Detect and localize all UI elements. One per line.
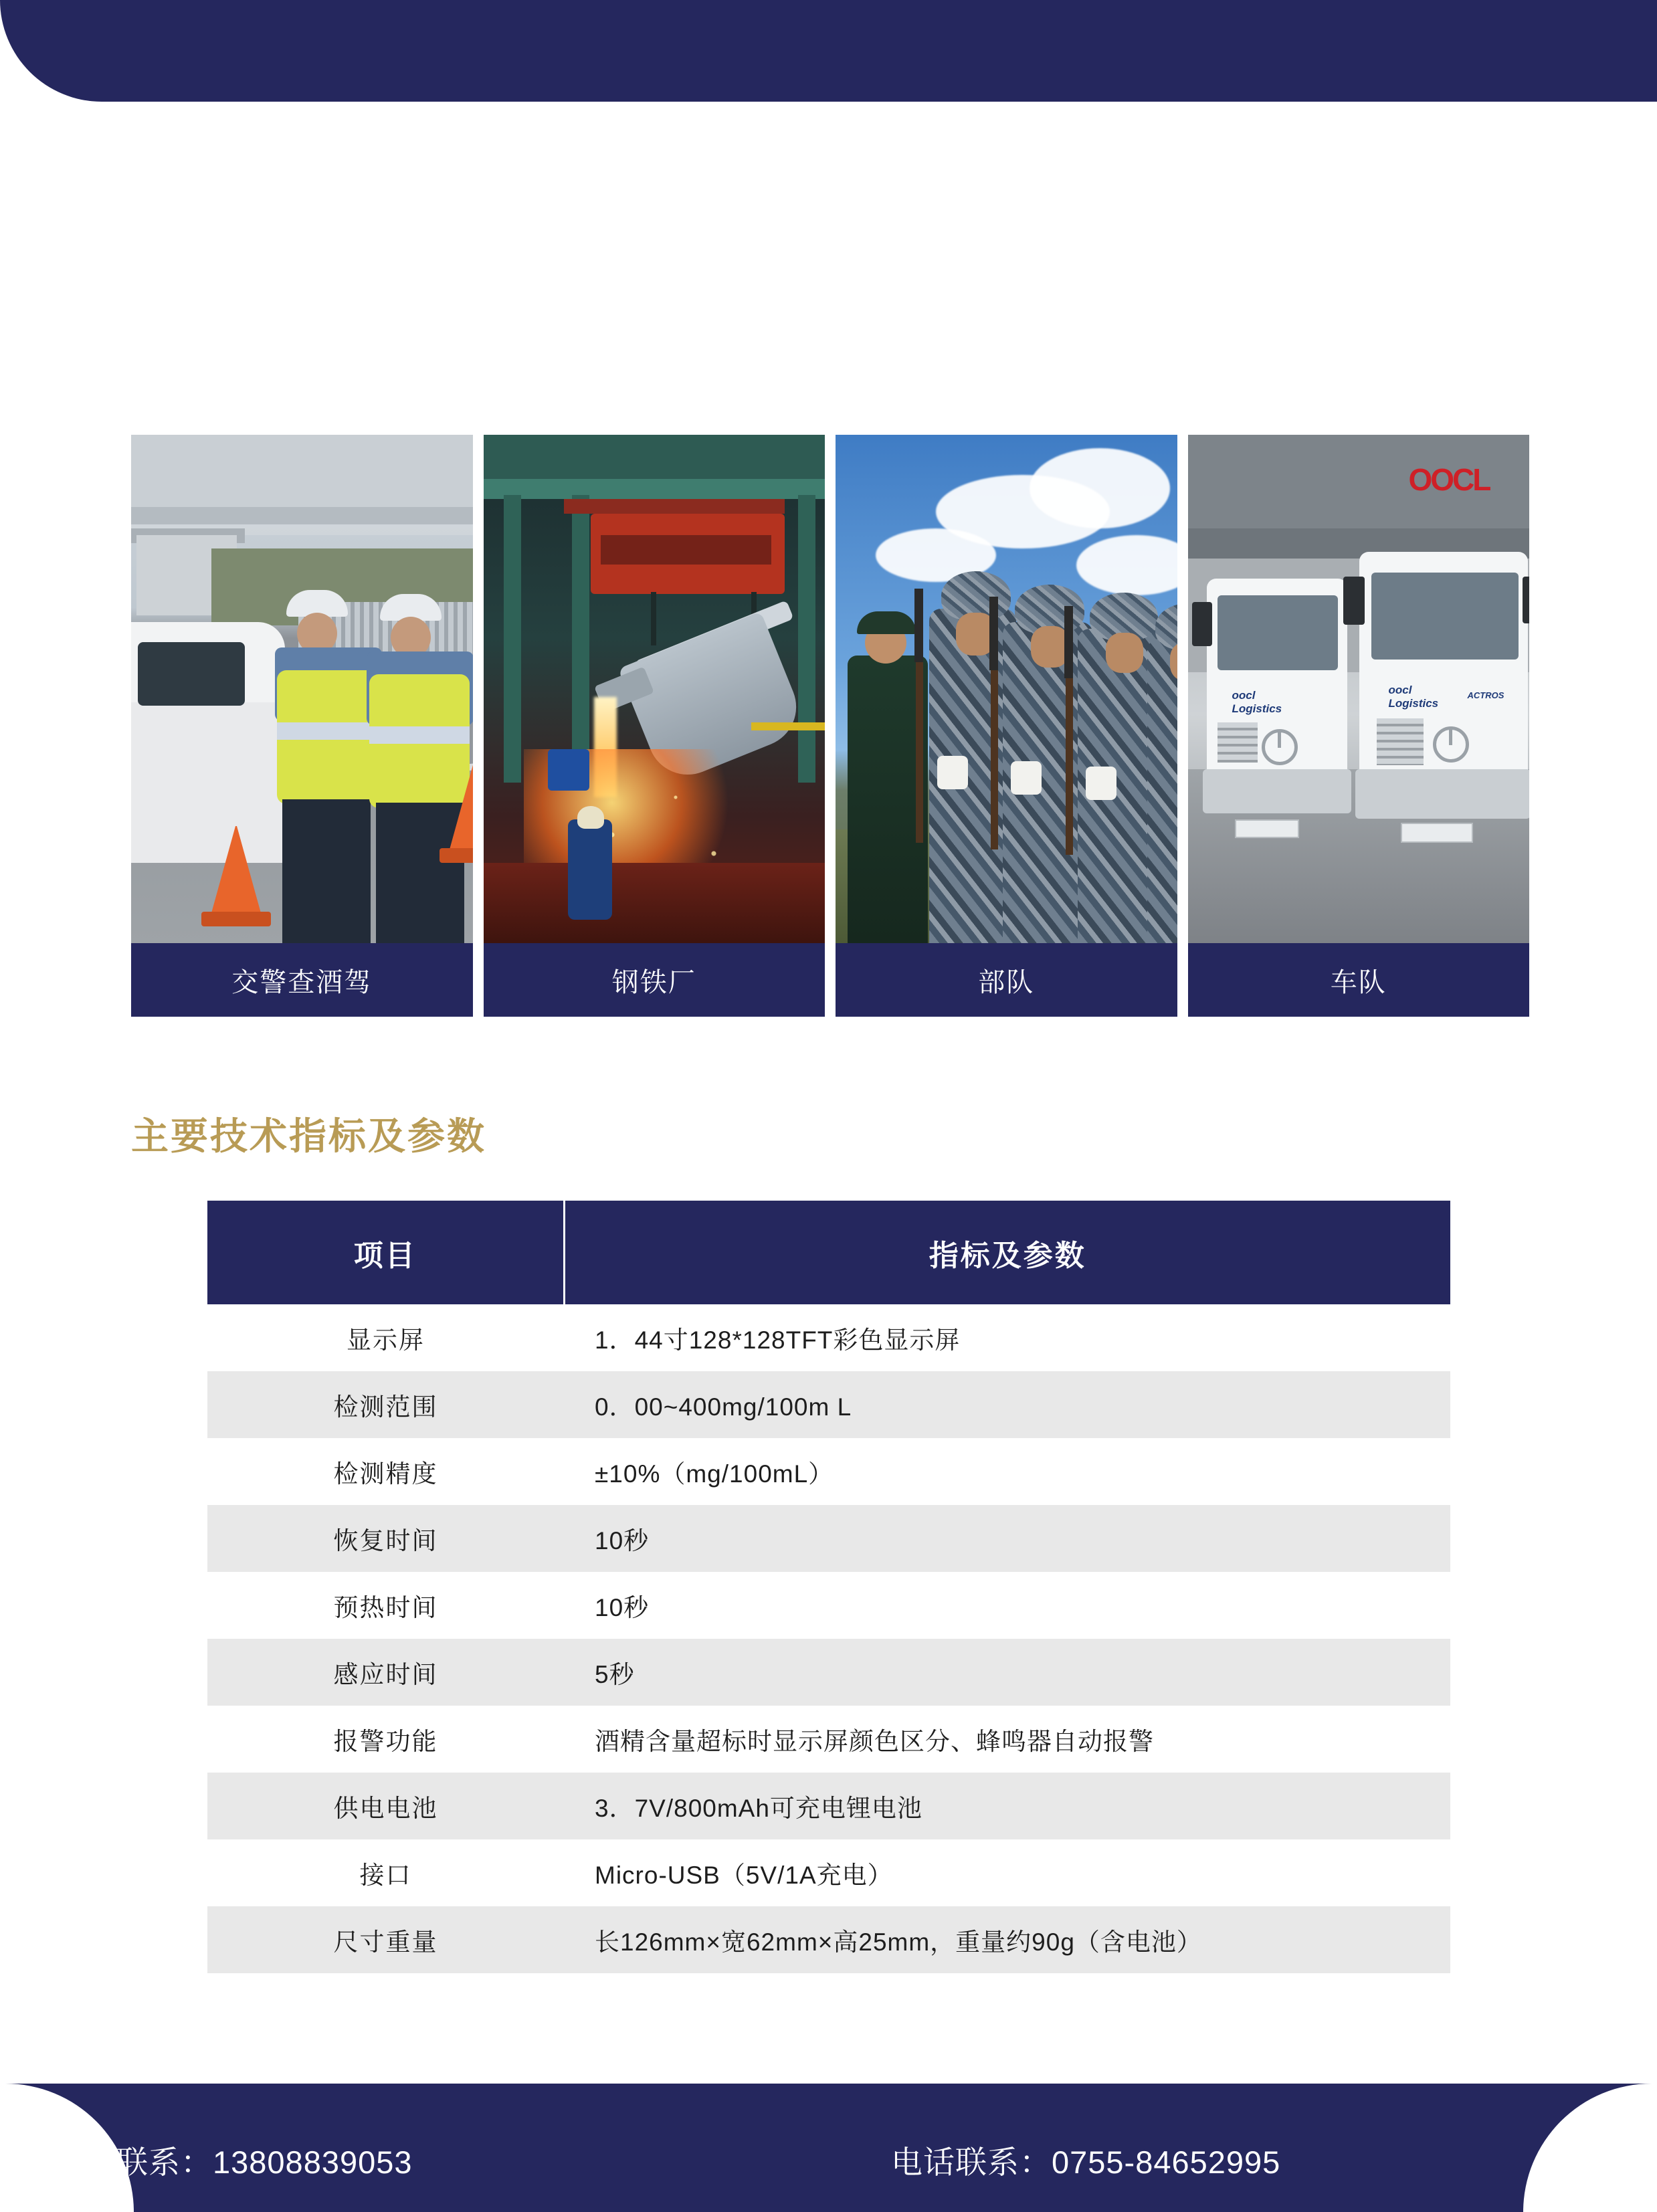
- table-row: [207, 1706, 1450, 1773]
- truck-brand-wordmark: OOCL: [1408, 462, 1490, 497]
- gallery-caption: 车队: [1330, 967, 1387, 997]
- spec-value: 0．00~400mg/100m L: [564, 1371, 1450, 1438]
- contact-phone: 电话联系：0755-84652995: [891, 2144, 1281, 2180]
- traffic-police-checking-drunk-driving-photo: [131, 435, 473, 943]
- spec-item: 供电电池: [207, 1773, 564, 1839]
- spec-item: 接口: [207, 1839, 564, 1906]
- spec-value: Micro-USB（5V/1A充电）: [564, 1839, 1450, 1906]
- spec-item: 显示屏: [207, 1304, 564, 1371]
- table-row: [207, 1773, 1450, 1839]
- table-row: [207, 1639, 1450, 1706]
- table-row: [207, 1572, 1450, 1639]
- truck-fleet-photo: OOCL oocl Logistics oocl Logistics ACTROS: [1188, 435, 1530, 943]
- gallery-card: [131, 435, 473, 1017]
- military-troops-photo: [836, 435, 1177, 943]
- gallery-card: [484, 435, 825, 1017]
- spec-item: 检测范围: [207, 1371, 564, 1438]
- spec-value: 10秒: [564, 1505, 1450, 1572]
- spec-value: 10秒: [564, 1572, 1450, 1639]
- spec-value: 3．7V/800mAh可充电锂电池: [564, 1773, 1450, 1839]
- spec-value: 长126mm×宽62mm×高25mm，重量约90g（含电池）: [564, 1906, 1450, 1973]
- spec-item: 预热时间: [207, 1572, 564, 1639]
- spec-item: 检测精度: [207, 1438, 564, 1505]
- spec-value: 酒精含量超标时显示屏颜色区分、蜂鸣器自动报警: [564, 1706, 1450, 1773]
- bottom-band-right-corner-cut: [1523, 2084, 1657, 2212]
- top-navy-band: [0, 0, 1657, 102]
- spec-value: ±10%（mg/100mL）: [564, 1438, 1450, 1505]
- table-row: [207, 1839, 1450, 1906]
- top-band-corner-cut: [0, 0, 154, 102]
- table-row: [207, 1304, 1450, 1371]
- table-row: [207, 1371, 1450, 1438]
- table-header-value: 指标及参数: [564, 1201, 1450, 1304]
- spec-value: 1．44寸128*128TFT彩色显示屏: [564, 1304, 1450, 1371]
- section-title: 主要技术指标及参数: [131, 1115, 486, 1157]
- spec-item: 感应时间: [207, 1639, 564, 1706]
- spec-value: 5秒: [564, 1639, 1450, 1706]
- table-header-row: [207, 1201, 1450, 1304]
- gallery-caption: 部队: [978, 967, 1035, 997]
- spec-item: 尺寸重量: [207, 1906, 564, 1973]
- gallery-card: [1188, 435, 1530, 1017]
- gallery-caption: 交警查酒驾: [231, 967, 373, 997]
- table-row: [207, 1438, 1450, 1505]
- steel-plant-photo: [484, 435, 825, 943]
- table-row: [207, 1505, 1450, 1572]
- gallery-card: [836, 435, 1177, 1017]
- spec-item: 恢复时间: [207, 1505, 564, 1572]
- table-header-item: 项目: [207, 1201, 564, 1304]
- contact-mobile: 手机联系：13808839053: [52, 2144, 413, 2180]
- table-row: [207, 1906, 1450, 1973]
- specifications-table: [207, 1201, 1450, 1973]
- gallery-caption: 钢铁厂: [611, 967, 696, 997]
- application-gallery: [131, 435, 1529, 1017]
- spec-item: 报警功能: [207, 1706, 564, 1773]
